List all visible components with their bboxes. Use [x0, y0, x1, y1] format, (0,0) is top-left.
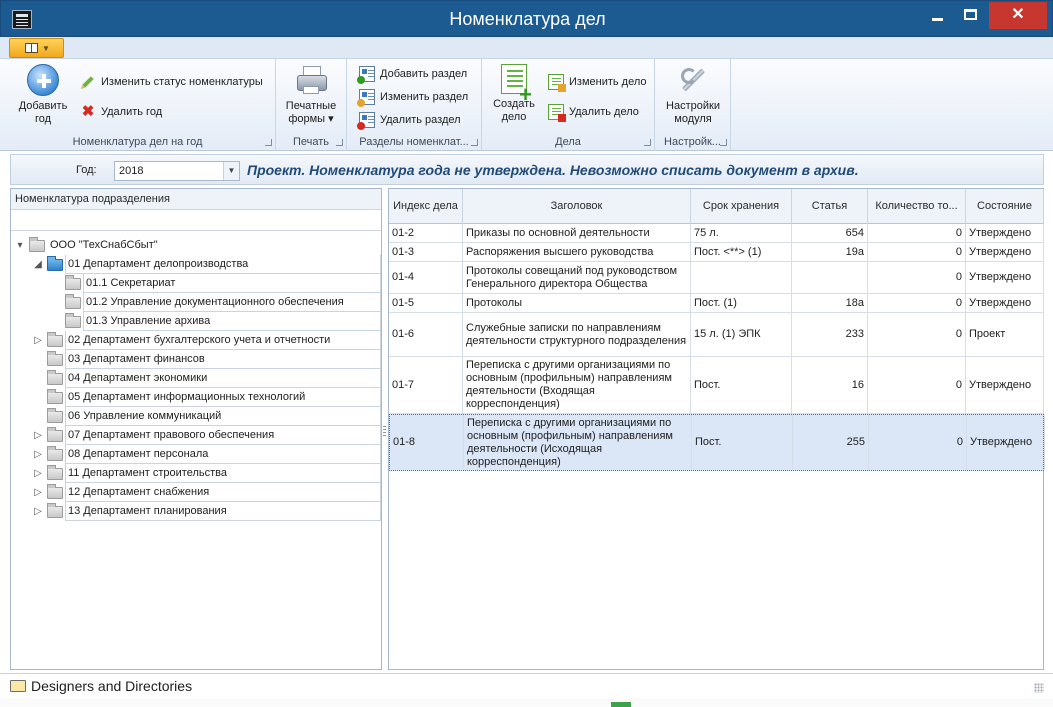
- cell-term: Пост. (1): [691, 294, 792, 312]
- tree-node[interactable]: [11, 407, 381, 426]
- tree-node-label: 04 Департамент экономики: [68, 372, 208, 384]
- tree-node-label: 01 Департамент делопроизводства: [68, 258, 249, 270]
- add-year-button[interactable]: [12, 64, 74, 126]
- close-icon: ✕: [1011, 6, 1025, 23]
- cell-index: 01-5: [389, 294, 463, 312]
- table-row[interactable]: [389, 294, 1044, 313]
- dialog-launcher-icon[interactable]: [336, 139, 343, 146]
- create-case-button[interactable]: [486, 64, 542, 124]
- folder-icon: [65, 316, 81, 328]
- cell-state: Утверждено: [967, 415, 1045, 470]
- delete-section-label: Удалить раздел: [380, 114, 461, 126]
- cell-title: Протоколы совещаний под руководством Генерального директора Общества: [463, 262, 691, 293]
- tree-node[interactable]: [11, 331, 381, 350]
- tree-node-label: 07 Департамент правового обеспечения: [68, 429, 275, 441]
- add-section-label: Добавить раздел: [380, 68, 468, 80]
- cell-index: 01-6: [389, 313, 463, 356]
- group-label-settings: Настройк...: [664, 136, 721, 148]
- year-value: 2018: [119, 165, 144, 177]
- tree-node[interactable]: [11, 369, 381, 388]
- change-status-label: Изменить статус номенклатуры: [101, 76, 263, 88]
- cell-state: Утверждено: [966, 357, 1044, 413]
- add-year-label: Добавить год: [18, 100, 68, 125]
- cell-article: [792, 262, 868, 293]
- window-title: Номенклатура дел: [449, 9, 606, 29]
- quick-access-toolbar: [0, 37, 1053, 59]
- cell-count: 0: [869, 415, 967, 470]
- add-circle-icon: [27, 64, 59, 96]
- tree-expander-icon[interactable]: ▷: [34, 335, 42, 346]
- tree-node-label: 02 Департамент бухгалтерского учета и отчетности: [68, 334, 331, 346]
- maximize-button[interactable]: [954, 2, 987, 29]
- section-edit-icon: [359, 89, 375, 105]
- tree-node-label: 13 Департамент планирования: [68, 505, 227, 517]
- section-delete-icon: [359, 112, 375, 128]
- tree-node[interactable]: [11, 312, 381, 331]
- tree-node-label: 03 Департамент финансов: [68, 353, 205, 365]
- cell-count: 0: [868, 294, 966, 312]
- delete-x-icon: ✖: [81, 103, 95, 120]
- document-delete-icon: [548, 104, 564, 120]
- cell-term: Пост. <**> (1): [691, 243, 792, 261]
- tree-node[interactable]: [11, 464, 381, 483]
- cell-title: Переписка с другими организациями по основным (профильным) направлениям деятельности (Входящая корреспонденция): [463, 357, 691, 413]
- year-bar: [10, 154, 1044, 185]
- ribbon-group-nomenclature: [0, 59, 276, 151]
- status-line: [0, 698, 1053, 707]
- tree-node-label: 11 Департамент строительства: [68, 467, 227, 479]
- cell-count: 0: [868, 243, 966, 261]
- folder-icon: [47, 373, 63, 385]
- ribbon-group-sections: [347, 59, 482, 151]
- cell-state: Утверждено: [966, 294, 1044, 312]
- cell-term: Пост.: [691, 357, 792, 413]
- cell-state: Утверждено: [966, 224, 1044, 242]
- tree-node-label: 01.3 Управление архива: [86, 315, 211, 327]
- group-label-print: Печать: [292, 136, 330, 148]
- tree-node[interactable]: [11, 350, 381, 369]
- delete-case-label: Удалить дело: [569, 106, 639, 118]
- tree-expander-icon[interactable]: ▷: [34, 449, 42, 460]
- cell-index: 01-8: [390, 415, 464, 470]
- tree-node[interactable]: [11, 502, 381, 521]
- ribbon-group-settings: [655, 59, 731, 151]
- dialog-launcher-icon[interactable]: [720, 139, 727, 146]
- cell-count: 0: [868, 313, 966, 356]
- tree-expander-icon[interactable]: ▾: [17, 240, 23, 251]
- tree-expander-icon[interactable]: ▷: [34, 506, 42, 517]
- cell-count: 0: [868, 224, 966, 242]
- folder-icon: [47, 468, 63, 480]
- ribbon-group-cases: [482, 59, 655, 151]
- tree-node-label: 05 Департамент информационных технологий: [68, 391, 306, 403]
- close-button[interactable]: [989, 2, 1047, 29]
- tree-expander-icon[interactable]: ◢: [34, 259, 42, 270]
- cell-term: 15 л. (1) ЭПК: [691, 313, 792, 356]
- designers-directories-link[interactable]: Designers and Directories: [31, 678, 193, 694]
- dialog-launcher-icon[interactable]: [644, 139, 651, 146]
- column-header[interactable]: Состояние: [966, 189, 1044, 224]
- ribbon-group-print: [276, 59, 347, 151]
- print-forms-label: Печатные формы ▾: [285, 100, 337, 125]
- table-row[interactable]: [389, 357, 1044, 414]
- cell-title: Приказы по основной деятельности: [463, 224, 691, 242]
- group-label-cases: Дела: [555, 136, 581, 148]
- ribbon: [0, 59, 1053, 151]
- folder-open-icon: [10, 680, 26, 692]
- column-header[interactable]: Количество то...: [868, 189, 966, 224]
- tree-expander-icon[interactable]: ▷: [34, 468, 42, 479]
- tree-node[interactable]: [11, 293, 381, 312]
- column-header[interactable]: Статья: [792, 189, 868, 224]
- tree-filter-row[interactable]: [11, 210, 381, 231]
- table-row[interactable]: [389, 243, 1044, 262]
- column-header[interactable]: Срок хранения: [691, 189, 792, 224]
- pencil-icon: [77, 71, 100, 94]
- chevron-down-icon[interactable]: ▼: [223, 162, 239, 180]
- cell-term: [691, 262, 792, 293]
- folder-icon: [47, 430, 63, 442]
- tree-node[interactable]: [11, 274, 381, 293]
- cell-state: Утверждено: [966, 243, 1044, 261]
- cell-index: 01-2: [389, 224, 463, 242]
- folder-icon: [47, 335, 63, 347]
- document-edit-icon: [548, 74, 564, 90]
- delete-year-label: Удалить год: [101, 106, 163, 118]
- cell-count: 0: [868, 357, 966, 413]
- column-header[interactable]: Заголовок: [463, 189, 691, 224]
- splitter-grip-icon: [383, 426, 386, 438]
- dialog-launcher-icon[interactable]: [265, 139, 272, 146]
- cases-grid: [388, 188, 1044, 670]
- cell-title: Распоряжения высшего руководства: [463, 243, 691, 261]
- group-label-nomenclature: Номенклатура дел на год: [72, 136, 203, 148]
- cell-title: Переписка с другими организациями по основным (профильным) направлениям деятельности (Исходящая корреспонденция): [464, 415, 692, 470]
- title-bar: [0, 0, 1053, 37]
- tree-node-label: 08 Департамент персонала: [68, 448, 209, 460]
- wrench-icon: [677, 64, 709, 96]
- tree-node[interactable]: [11, 445, 381, 464]
- cell-index: 01-7: [389, 357, 463, 413]
- print-forms-button[interactable]: [280, 64, 342, 126]
- cell-article: 16: [792, 357, 868, 413]
- module-settings-label: Настройки модуля: [666, 100, 720, 125]
- folder-icon: [47, 487, 63, 499]
- year-label: Год:: [76, 164, 97, 176]
- tree-node-label: 01.1 Секретариат: [86, 277, 176, 289]
- folder-icon: [47, 259, 63, 271]
- create-case-label: Создать дело: [493, 98, 535, 123]
- cell-article: 18а: [792, 294, 868, 312]
- cell-index: 01-3: [389, 243, 463, 261]
- panel-icon: [25, 43, 38, 53]
- folder-icon: [47, 354, 63, 366]
- tree-node[interactable]: [11, 236, 381, 255]
- document-add-icon: [501, 64, 527, 94]
- tree-node-label: 01.2 Управление документационного обеспечения: [86, 296, 344, 308]
- module-settings-button[interactable]: [661, 64, 725, 126]
- bottom-bar: [0, 673, 1053, 698]
- tree-expander-icon[interactable]: ▷: [34, 430, 42, 441]
- cell-title: Служебные записки по направлениям деятельности структурного подразделения: [463, 313, 691, 356]
- cell-article: 255: [793, 415, 869, 470]
- edit-case-label: Изменить дело: [569, 76, 647, 88]
- cell-count: 0: [868, 262, 966, 293]
- tree-header: Номенклатура подразделения: [11, 189, 381, 210]
- maximize-icon: [964, 9, 977, 20]
- tree-node[interactable]: [11, 426, 381, 445]
- tree-node[interactable]: [11, 388, 381, 407]
- grid-header: [389, 189, 1044, 224]
- minimize-icon: [932, 18, 943, 21]
- folder-icon: [47, 411, 63, 423]
- folder-icon: [29, 240, 45, 252]
- cell-article: 19а: [792, 243, 868, 261]
- size-grip-icon[interactable]: [1034, 683, 1044, 693]
- department-tree-panel: [10, 188, 382, 670]
- cell-title: Протоколы: [463, 294, 691, 312]
- tree-node-label: ООО "ТехСнабСбыт": [50, 239, 158, 251]
- cell-state: Проект: [966, 313, 1044, 356]
- tree-node-label: 06 Управление коммуникаций: [68, 410, 222, 422]
- folder-icon: [65, 278, 81, 290]
- tree-node-label: 12 Департамент снабжения: [68, 486, 210, 498]
- application-menu-button[interactable]: [9, 38, 64, 58]
- table-row[interactable]: [389, 224, 1044, 243]
- cell-term: 75 л.: [691, 224, 792, 242]
- cell-term: Пост.: [692, 415, 793, 470]
- cell-article: 233: [792, 313, 868, 356]
- table-row[interactable]: [389, 262, 1044, 294]
- status-indicator: [611, 702, 631, 707]
- column-header[interactable]: Индекс дела: [389, 189, 463, 224]
- group-label-sections: Разделы номенклат...: [359, 136, 469, 148]
- dialog-launcher-icon[interactable]: [471, 139, 478, 146]
- tree-node[interactable]: [11, 483, 381, 502]
- tree-expander-icon[interactable]: ▷: [34, 487, 42, 498]
- folder-icon: [47, 392, 63, 404]
- section-add-icon: [359, 66, 375, 82]
- table-row[interactable]: [389, 313, 1044, 357]
- minimize-button[interactable]: [921, 2, 954, 29]
- folder-icon: [65, 297, 81, 309]
- dropdown-arrow-icon: ▼: [42, 44, 50, 53]
- year-select[interactable]: [114, 161, 240, 181]
- cell-article: 654: [792, 224, 868, 242]
- tree-node[interactable]: [11, 255, 381, 274]
- edit-section-label: Изменить раздел: [380, 91, 469, 103]
- status-message: Проект. Номенклатура года не утверждена. Невозможно списать документ в архив.: [247, 162, 859, 178]
- folder-icon: [47, 506, 63, 518]
- printer-icon: [295, 64, 327, 96]
- folder-icon: [47, 449, 63, 461]
- cell-index: 01-4: [389, 262, 463, 293]
- cell-state: Утверждено: [966, 262, 1044, 293]
- table-row[interactable]: [389, 414, 1044, 471]
